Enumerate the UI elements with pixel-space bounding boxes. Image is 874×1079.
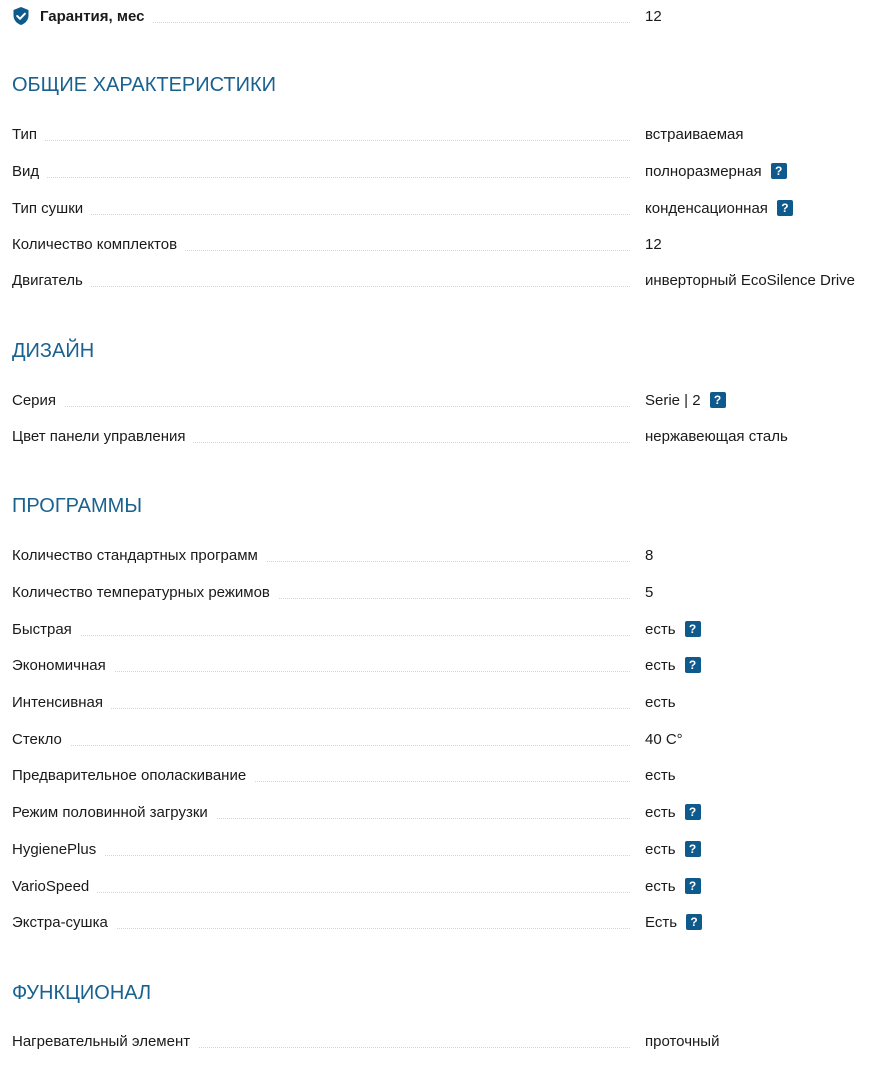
spec-row — [0, 1023, 874, 1059]
spec-row — [0, 684, 874, 720]
spec-row — [0, 262, 874, 298]
help-icon[interactable]: ? — [685, 841, 701, 857]
spec-row — [0, 153, 874, 189]
spec-value: есть — [645, 877, 676, 895]
spec-value: 8 — [645, 546, 654, 564]
dotted-leader — [12, 892, 630, 893]
dotted-leader — [12, 140, 630, 141]
section-title-programs: ПРОГРАММЫ — [12, 495, 143, 517]
spec-row — [0, 904, 874, 940]
spec-row — [0, 611, 874, 647]
spec-value: нержавеющая сталь — [645, 427, 788, 445]
spec-label: Нагревательный элемент — [12, 1033, 198, 1050]
spec-label: Тип — [12, 126, 45, 143]
help-icon[interactable]: ? — [685, 878, 701, 894]
help-icon[interactable]: ? — [685, 804, 701, 820]
spec-value: есть — [645, 803, 676, 821]
help-icon[interactable]: ? — [777, 200, 793, 216]
help-icon[interactable]: ? — [685, 621, 701, 637]
spec-label: VarioSpeed — [12, 878, 97, 895]
spec-row — [0, 226, 874, 262]
spec-row — [0, 537, 874, 573]
spec-value: 12 — [645, 235, 662, 253]
spec-value: есть — [645, 766, 676, 784]
spec-value: проточный — [645, 1032, 720, 1050]
spec-value: есть — [645, 693, 676, 711]
spec-value: 12 — [645, 7, 662, 25]
spec-row — [0, 647, 874, 683]
spec-row — [0, 794, 874, 830]
section-title-design: ДИЗАЙН — [12, 340, 95, 362]
spec-value: есть — [645, 840, 676, 858]
spec-value: полноразмерная — [645, 162, 762, 180]
section-title-general: ОБЩИЕ ХАРАКТЕРИСТИКИ — [12, 74, 277, 96]
spec-label: Вид — [12, 163, 47, 180]
spec-row — [0, 418, 874, 454]
spec-row — [0, 831, 874, 867]
spec-label: Стекло — [12, 731, 70, 748]
spec-label: Гарантия, мес — [12, 8, 152, 25]
help-icon[interactable]: ? — [686, 914, 702, 930]
spec-row — [0, 757, 874, 793]
spec-value: конденсационная — [645, 199, 768, 217]
help-icon[interactable]: ? — [710, 392, 726, 408]
dotted-leader — [12, 855, 630, 856]
spec-label: Интенсивная — [12, 694, 111, 711]
spec-label: Предварительное ополаскивание — [12, 767, 254, 784]
spec-value: есть — [645, 656, 676, 674]
dotted-leader — [12, 286, 630, 287]
spec-label: Количество комплектов — [12, 236, 185, 253]
spec-label: Экстра-сушка — [12, 914, 116, 931]
spec-value: Serie | 2 — [645, 391, 701, 409]
spec-label: Режим половинной загрузки — [12, 804, 216, 821]
spec-row-warranty — [0, 0, 874, 34]
help-icon[interactable]: ? — [685, 657, 701, 673]
spec-value: инверторный EcoSilence Drive — [645, 271, 856, 289]
spec-label: Двигатель — [12, 272, 91, 289]
spec-value: встраиваемая — [645, 125, 744, 143]
dotted-leader — [12, 745, 630, 746]
spec-value: есть — [645, 620, 676, 638]
dotted-leader — [12, 177, 630, 178]
dotted-leader — [12, 635, 630, 636]
spec-value: Есть — [645, 913, 678, 931]
spec-row — [0, 574, 874, 610]
spec-label: Количество стандартных программ — [12, 547, 266, 564]
help-icon[interactable]: ? — [771, 163, 787, 179]
spec-label: Быстрая — [12, 621, 80, 638]
spec-value: 40 С° — [645, 730, 683, 748]
spec-label: Экономичная — [12, 657, 114, 674]
section-title-functionality: ФУНКЦИОНАЛ — [12, 982, 152, 1004]
spec-label: Количество температурных режимов — [12, 584, 278, 601]
spec-label: Тип сушки — [12, 200, 91, 217]
spec-label: HygienePlus — [12, 841, 104, 858]
spec-label: Серия — [12, 392, 64, 409]
dotted-leader — [12, 406, 630, 407]
shield-check-icon — [12, 6, 30, 26]
dotted-leader — [12, 214, 630, 215]
spec-row — [0, 382, 874, 418]
spec-row — [0, 868, 874, 904]
spec-value: 5 — [645, 583, 654, 601]
spec-row — [0, 116, 874, 152]
spec-label: Цвет панели управления — [12, 428, 193, 445]
spec-row — [0, 721, 874, 757]
spec-row — [0, 190, 874, 226]
